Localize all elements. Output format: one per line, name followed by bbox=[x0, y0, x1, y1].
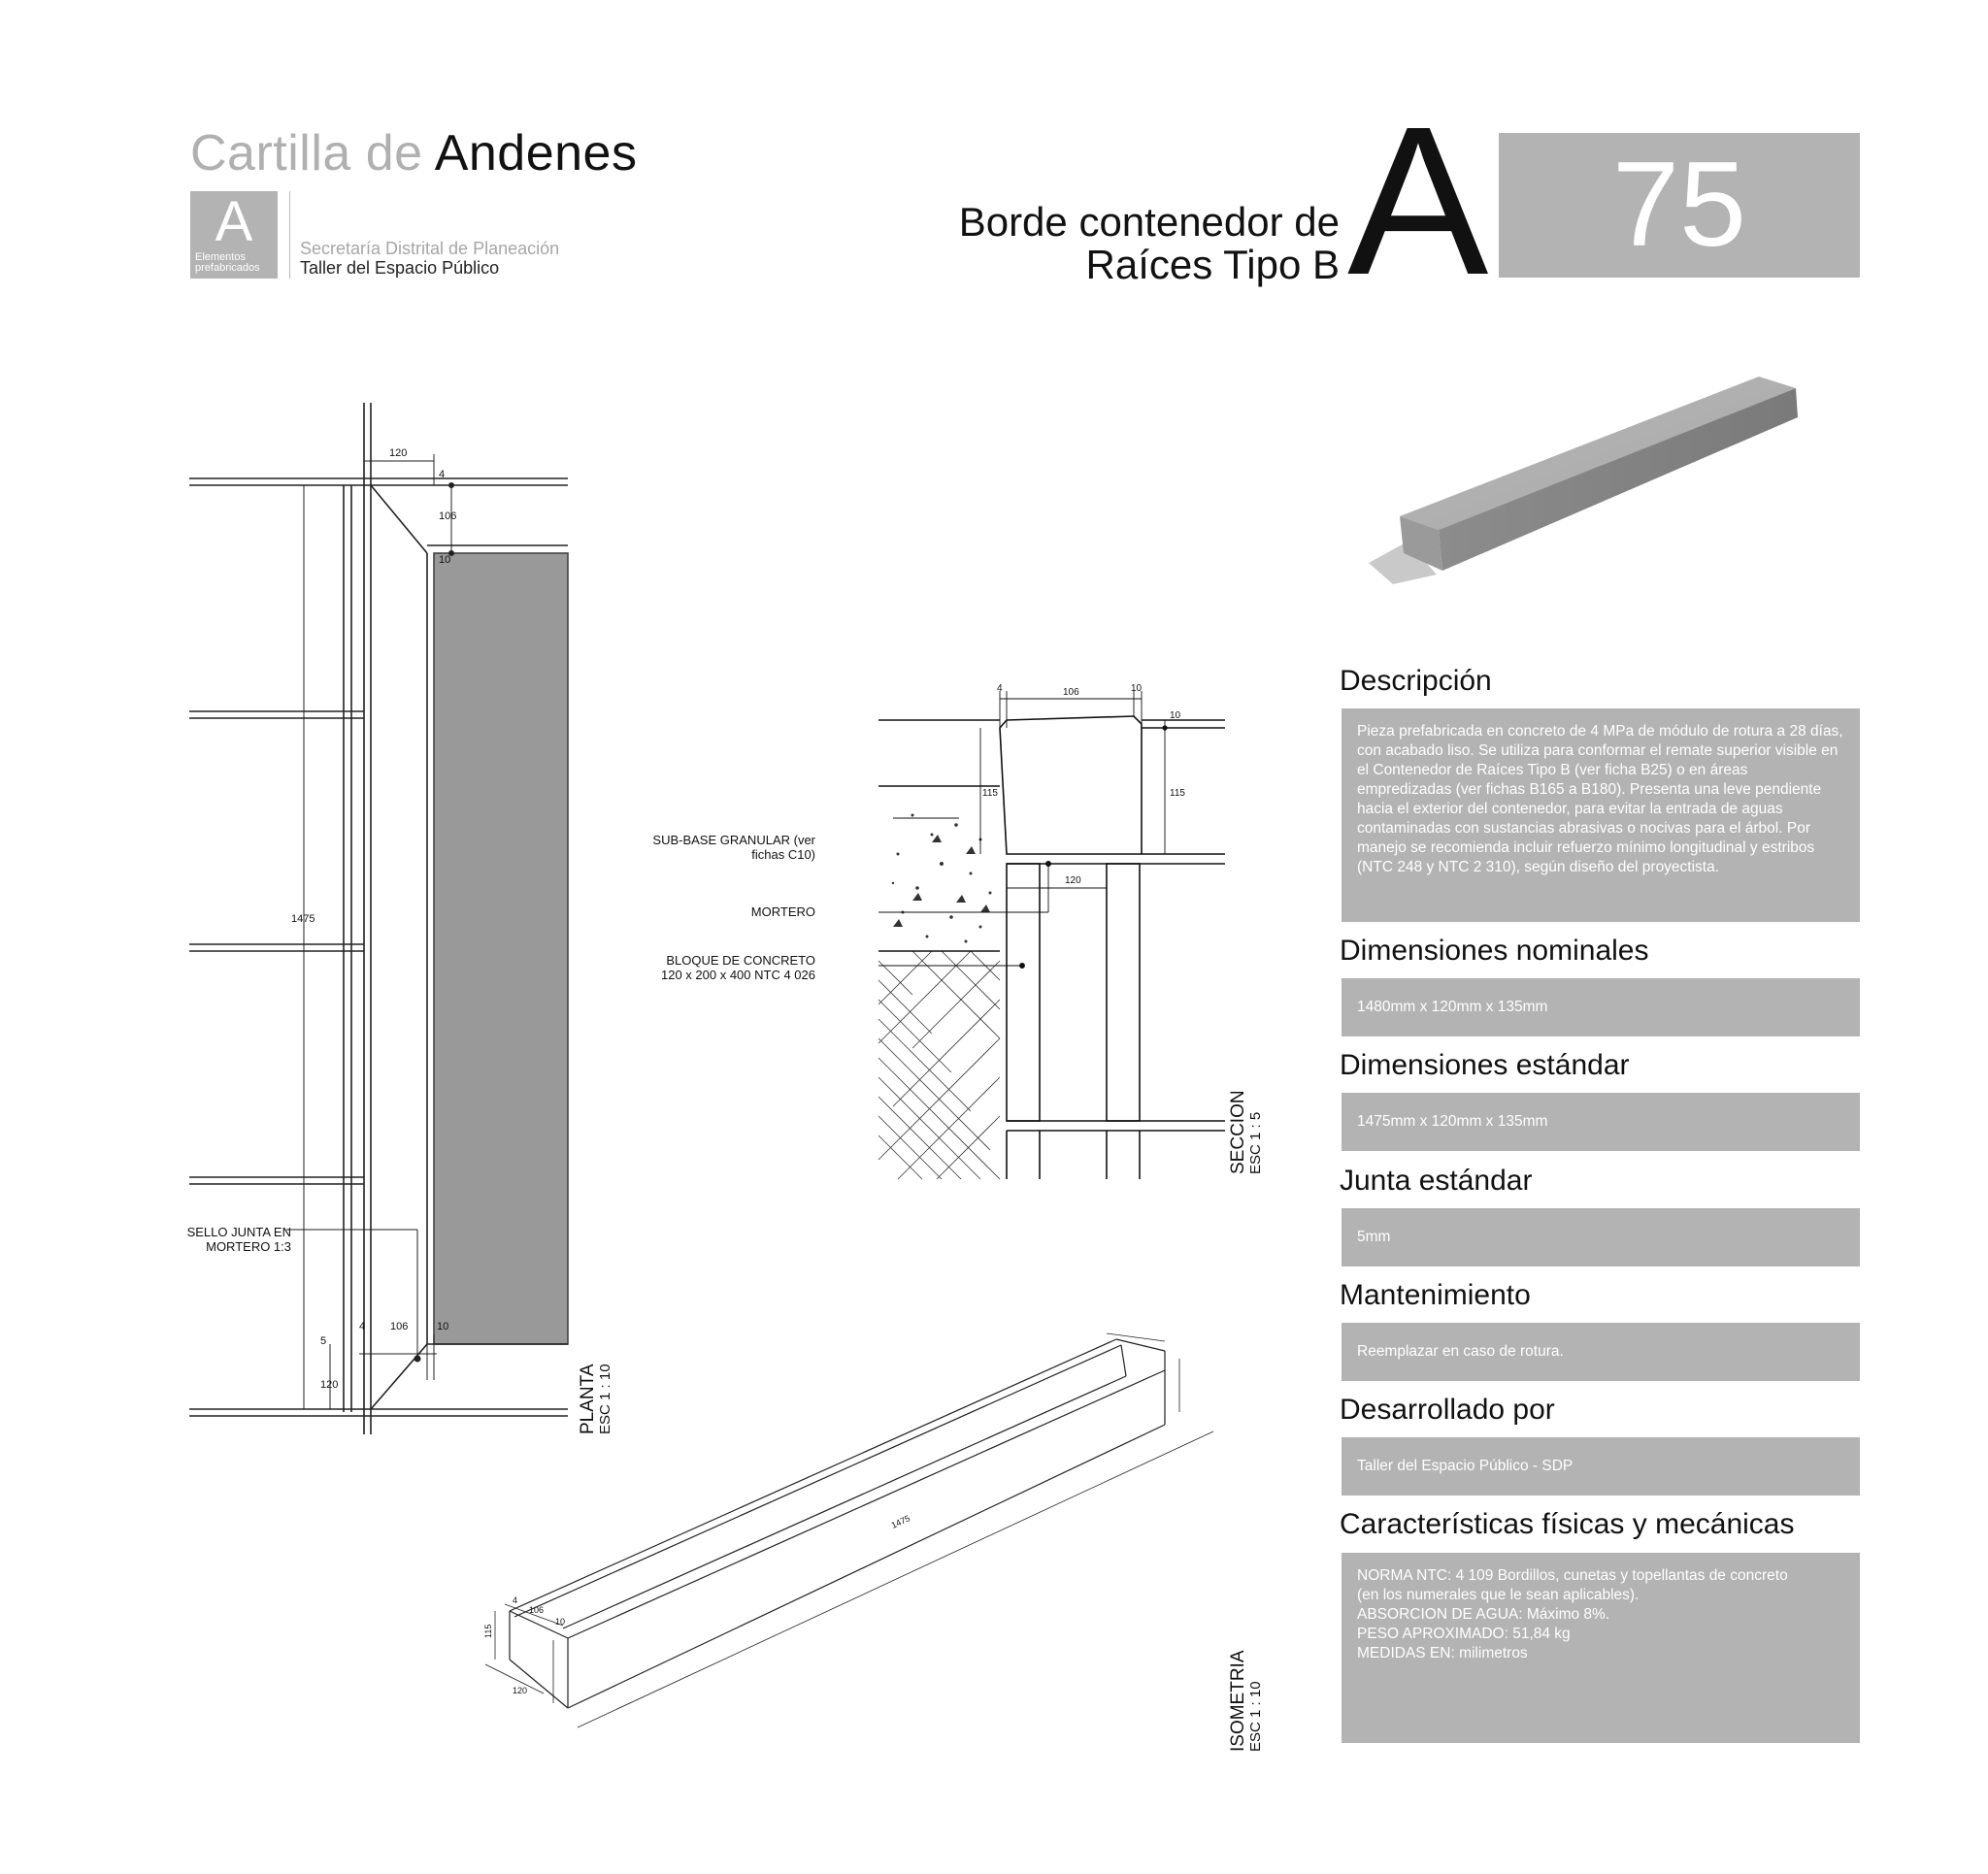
seccion-dim-right-b: 115 bbox=[1170, 788, 1185, 799]
badge-caption-line-1: Elementos bbox=[195, 251, 246, 263]
iso-dim-c: 115 bbox=[483, 1624, 493, 1638]
dim-estandar-text: 1475mm x 120mm x 135mm bbox=[1357, 1113, 1548, 1130]
seccion-label-bloque bbox=[602, 953, 815, 982]
dim-nominales-heading: Dimensiones nominales bbox=[1340, 935, 1649, 967]
planta-note-line-2: MORTERO 1:3 bbox=[206, 1239, 291, 1254]
desarrollado-box bbox=[1342, 1437, 1860, 1496]
seccion-caption bbox=[1229, 1090, 1264, 1174]
sheet-title-line-2: Raíces Tipo B bbox=[1085, 242, 1340, 287]
planta-dim-bot-a: 4 bbox=[359, 1321, 366, 1332]
seccion-dim-top-b: 106 bbox=[1063, 687, 1079, 698]
iso-dim-d: 120 bbox=[513, 1686, 528, 1695]
brand-title bbox=[190, 124, 637, 182]
planta-title: PLANTA bbox=[578, 1364, 598, 1434]
seccion-label-subbase-line-2: fichas C10) bbox=[751, 847, 815, 862]
badge-caption bbox=[195, 252, 260, 274]
badge-caption-line-2: prefabricados bbox=[195, 262, 260, 274]
planta-scale: ESC 1 : 10 bbox=[597, 1364, 613, 1434]
seccion-label-bloque-line-2: 120 x 200 x 400 NTC 4 026 bbox=[661, 968, 815, 982]
seccion-drawing bbox=[874, 670, 1233, 1184]
isometria-title: ISOMETRIA bbox=[1228, 1650, 1248, 1752]
planta-dim-bot-c: 10 bbox=[437, 1321, 449, 1332]
descripcion-box bbox=[1342, 708, 1860, 922]
brand-title-light: Cartilla de bbox=[190, 125, 423, 181]
seccion-dim-top-c: 10 bbox=[1131, 683, 1143, 694]
category-badge bbox=[190, 191, 278, 279]
junta-heading: Junta estándar bbox=[1340, 1165, 1533, 1197]
planta-note-line-1: SELLO JUNTA EN bbox=[186, 1225, 291, 1239]
planta-tree-pit bbox=[434, 553, 568, 1344]
planta-dim-top-b: 106 bbox=[439, 510, 457, 522]
org-line-1: Secretaría Distrital de Planeación bbox=[300, 239, 560, 258]
mantenimiento-box bbox=[1342, 1323, 1860, 1381]
render-top-face bbox=[1400, 377, 1796, 530]
planta-dim-top-width: 120 bbox=[389, 447, 408, 459]
descripcion-text: Pieza prefabricada en concreto de 4 MPa de módulo de rotura a 28 días, con acabado liso. Se utiliza para conformar el remate superior visible en el Contenedor de Raíces Tipo B (ver ficha B25) o en áreas empredizadas (ver fichas B165 a B180). Presenta una leve pendiente hacia el exterior del contenedor, para evitar la entrada de aguas contaminadas con sustancias abrasivas o nocivas para el árbol. Por manejo se recomienda incluir refuerzo mínimo longitudinal y estribos (NTC 248 y NTC 2 310), según diseño del proyectista. bbox=[1357, 723, 1843, 875]
caracteristicas-heading: Características físicas y mecánicas bbox=[1340, 1508, 1795, 1540]
badge-letter: A bbox=[215, 190, 253, 253]
planta-dim-top-c: 10 bbox=[439, 554, 451, 566]
descripcion-heading: Descripción bbox=[1340, 665, 1492, 697]
junta-box bbox=[1342, 1208, 1860, 1266]
mantenimiento-text: Reemplazar en caso de rotura. bbox=[1357, 1343, 1564, 1360]
seccion-block-right bbox=[1107, 864, 1140, 1121]
seccion-block-left bbox=[1007, 864, 1040, 1121]
product-render bbox=[1349, 369, 1815, 592]
desarrollado-text: Taller del Espacio Público - SDP bbox=[1357, 1458, 1574, 1474]
sheet-title-line-1: Borde contenedor de bbox=[958, 199, 1340, 245]
seccion-gravel bbox=[892, 814, 992, 943]
org-line-2: Taller del Espacio Público bbox=[300, 258, 500, 278]
isometria-drawing bbox=[466, 1330, 1223, 1747]
planta-dim-top-a: 4 bbox=[439, 469, 446, 480]
seccion-label-subbase-line-1: SUB-BASE GRANULAR (ver bbox=[652, 833, 815, 847]
render-front-face bbox=[1439, 388, 1798, 571]
planta-drawing bbox=[184, 398, 592, 1436]
caracteristicas-box bbox=[1342, 1553, 1860, 1743]
seccion-scale: ESC 1 : 5 bbox=[1247, 1111, 1264, 1174]
junta-text: 5mm bbox=[1357, 1229, 1391, 1245]
seccion-title: SECCION bbox=[1228, 1090, 1248, 1174]
seccion-dim-block: 120 bbox=[1065, 875, 1081, 886]
seccion-curb-profile bbox=[1000, 716, 1142, 854]
dim-nominales-box bbox=[1342, 978, 1860, 1036]
caracteristicas-text: NORMA NTC: 4 109 Bordillos, cunetas y topellantas de concreto (en los numerales que le sean aplicables). ABSORCION DE AGUA: Máximo 8%. PESO APROXIMADO: 51,84 kg MEDIDAS EN: milimetros bbox=[1357, 1567, 1788, 1661]
iso-dim-e: 4 bbox=[513, 1595, 518, 1605]
mantenimiento-heading: Mantenimiento bbox=[1340, 1279, 1531, 1311]
iso-dim-length: 1475 bbox=[889, 1513, 911, 1530]
iso-dim-a: 106 bbox=[529, 1605, 545, 1615]
iso-dim-b: 10 bbox=[555, 1617, 566, 1627]
seccion-dim-left: 115 bbox=[982, 788, 998, 799]
sheet-number-box bbox=[1499, 133, 1860, 278]
badge-divider bbox=[289, 191, 290, 279]
seccion-soil-hatch bbox=[878, 951, 1000, 1179]
dim-estandar-box bbox=[1342, 1093, 1860, 1151]
isometria-scale: ESC 1 : 10 bbox=[1247, 1681, 1264, 1752]
dim-nominales-text: 1480mm x 120mm x 135mm bbox=[1357, 999, 1548, 1015]
dim-estandar-heading: Dimensiones estándar bbox=[1340, 1049, 1630, 1081]
desarrollado-heading: Desarrollado por bbox=[1340, 1394, 1555, 1426]
seccion-dim-right-a: 10 bbox=[1170, 710, 1181, 721]
planta-dim-length: 1475 bbox=[291, 913, 315, 925]
planta-dim-bot-b: 106 bbox=[390, 1321, 409, 1332]
category-letter: A bbox=[1347, 83, 1489, 319]
seccion-label-subbase bbox=[602, 833, 815, 862]
seccion-dim-top-a: 4 bbox=[997, 683, 1003, 694]
seccion-label-mortero: MORTERO bbox=[750, 904, 815, 919]
planta-dim-side-a: 5 bbox=[320, 1335, 327, 1347]
seccion-label-bloque-line-1: BLOQUE DE CONCRETO bbox=[666, 953, 815, 968]
planta-dim-side-b: 120 bbox=[320, 1379, 339, 1391]
planta-note bbox=[184, 1225, 291, 1254]
isometria-caption bbox=[1229, 1650, 1264, 1752]
sheet-number: 75 bbox=[1612, 138, 1746, 272]
brand-title-dark: Andenes bbox=[434, 125, 638, 181]
